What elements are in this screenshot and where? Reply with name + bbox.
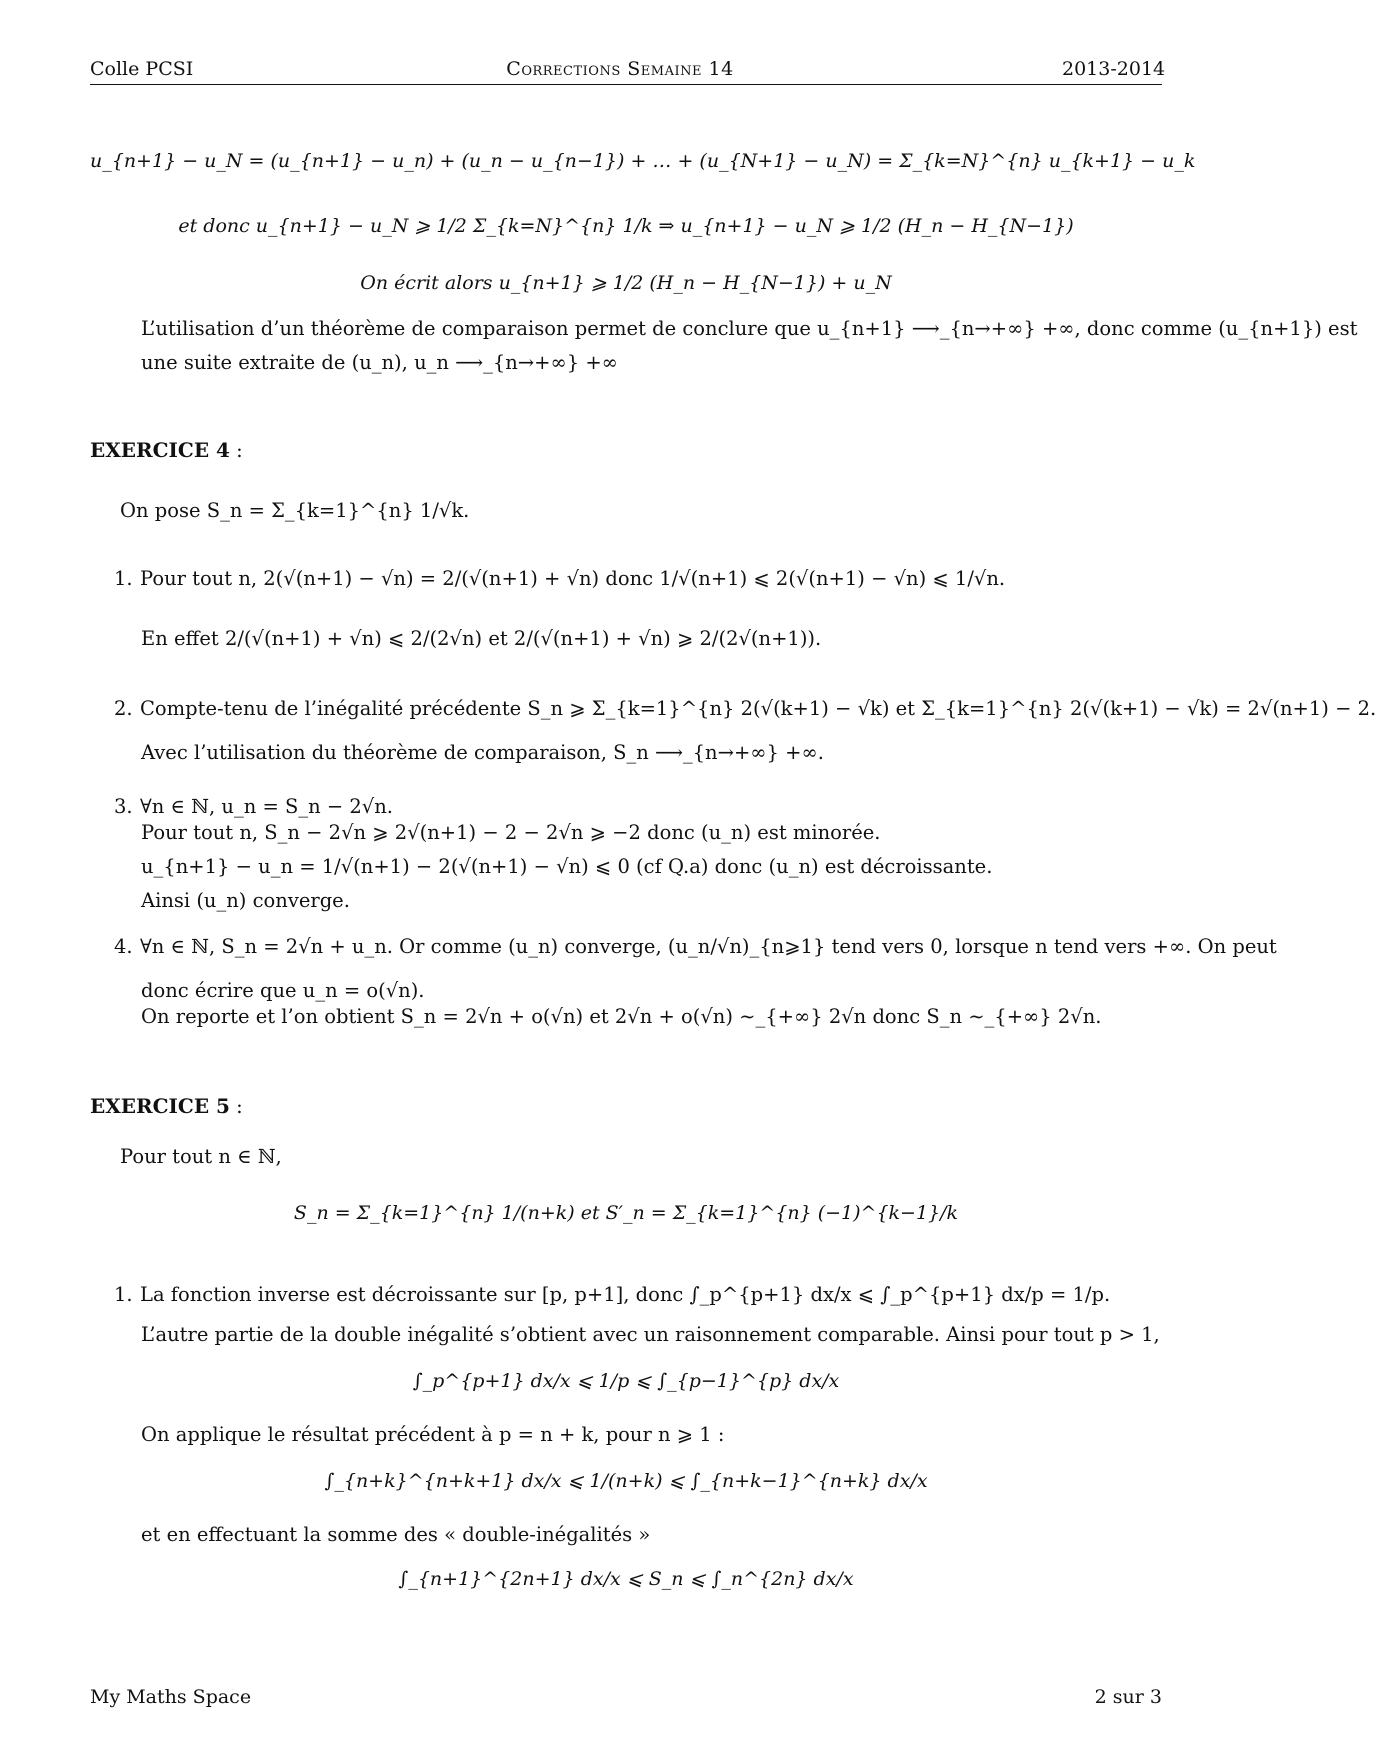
equation-conclusion: On écrit alors u_{n+1} ⩾ 1/2 (H_n − H_{N−1}) + u_N: [360, 272, 892, 294]
ex5-item-1-line-1: La fonction inverse est décroissante sur [p, p+1], donc ∫_p^{p+1} dx/x ⩽ ∫_p^{p+1} dx/p = 1/p.: [140, 1283, 1111, 1306]
header-left: Colle PCSI: [90, 58, 194, 80]
ex4-item-1-line-1: Pour tout n, 2(√(n+1) − √n) = 2/(√(n+1) + √n) donc 1/√(n+1) ⩽ 2(√(n+1) − √n) ⩽ 1/√n.: [140, 567, 1006, 590]
exercise-4-title: EXERCICE 4: [90, 438, 230, 462]
ex4-item-4-line-2: donc écrire que u_n = o(√n).: [141, 979, 425, 1002]
ex4-item-2-line-1: Compte-tenu de l’inégalité précédente S_n ⩾ Σ_{k=1}^{n} 2(√(k+1) − √k) et Σ_{k=1}^{n} 2(√(k+1) − √k) = 2√(n+1) − 2.: [140, 697, 1376, 720]
ex5-inequality-nk: ∫_{n+k}^{n+k+1} dx/x ⩽ 1/(n+k) ⩽ ∫_{n+k−1}^{n+k} dx/x: [324, 1470, 928, 1492]
header-right: 2013-2014: [1062, 58, 1166, 80]
ex5-item-1-line-4: et en effectuant la somme des « double-inégalités »: [141, 1523, 651, 1546]
ex4-item-1-number: 1.: [114, 567, 133, 590]
ex4-item-3-line-4: Ainsi (u_n) converge.: [141, 889, 350, 912]
exercise-5-heading: [90, 1090, 243, 1124]
ex5-item-1-number: 1.: [114, 1283, 133, 1306]
ex4-item-2-number: 2.: [114, 697, 133, 720]
ex4-item-4-number: 4.: [114, 935, 133, 958]
ex5-item-1: [114, 1278, 1110, 1312]
ex4-item-4-line-3: On reporte et l’on obtient S_n = 2√n + o(√n) et 2√n + o(√n) ∼_{+∞} 2√n donc S_n ∼_{+∞} 2√n.: [141, 1005, 1102, 1028]
ex4-item-2-line-2: Avec l’utilisation du théorème de comparaison, S_n ⟶_{n→+∞} +∞.: [141, 741, 824, 764]
exercise-5-colon: :: [229, 1095, 243, 1118]
equation-lower-bound: et donc u_{n+1} − u_N ⩾ 1/2 Σ_{k=N}^{n} 1/k ⇒ u_{n+1} − u_N ⩾ 1/2 (H_n − H_{N−1}): [178, 215, 1074, 237]
header-rule: [90, 84, 1162, 85]
exercise-5-intro: Pour tout n ∈ ℕ,: [120, 1145, 282, 1168]
ex4-item-4-line-1: ∀n ∈ ℕ, S_n = 2√n + u_n. Or comme (u_n) converge, (u_n/√n)_{n⩾1} tend vers 0, lorsque n tend vers +∞. On peut: [140, 935, 1277, 958]
ex5-inequality-sum: ∫_{n+1}^{2n+1} dx/x ⩽ S_n ⩽ ∫_n^{2n} dx/x: [398, 1568, 854, 1590]
exercise-5-title: EXERCICE 5: [90, 1094, 230, 1118]
exercise-4-intro: On pose S_n = Σ_{k=1}^{n} 1/√k.: [120, 499, 470, 522]
ex4-item-3-line-1: ∀n ∈ ℕ, u_n = S_n − 2√n.: [140, 795, 393, 818]
ex4-item-3-number: 3.: [114, 795, 133, 818]
paragraph-line-2: une suite extraite de (u_n), u_n ⟶_{n→+∞} +∞: [141, 351, 618, 374]
ex4-item-3-line-3: u_{n+1} − u_n = 1/√(n+1) − 2(√(n+1) − √n) ⩽ 0 (cf Q.a) donc (u_n) est décroissante.: [141, 855, 993, 878]
exercise-4-colon: :: [229, 439, 243, 462]
equation-telescoping: u_{n+1} − u_N = (u_{n+1} − u_n) + (u_n − u_{n−1}) + … + (u_{N+1} − u_N) = Σ_{k=N}^{n} u_{k+1} − u_k: [90, 150, 1196, 172]
ex5-inequality-p: ∫_p^{p+1} dx/x ⩽ 1/p ⩽ ∫_{p−1}^{p} dx/x: [412, 1370, 840, 1392]
ex4-item-2: [114, 692, 1376, 726]
exercise-4-heading: [90, 434, 243, 468]
ex5-item-1-line-2: L’autre partie de la double inégalité s’obtient avec un raisonnement comparable. Ainsi pour tout p > 1,: [141, 1323, 1160, 1346]
footer-page-number: 2 sur 3: [1094, 1686, 1162, 1708]
footer-left: My Maths Space: [90, 1686, 252, 1708]
ex4-item-4: [114, 930, 1277, 964]
ex4-item-1-line-2: En effet 2/(√(n+1) + √n) ⩽ 2/(2√n) et 2/(√(n+1) + √n) ⩾ 2/(2√(n+1)).: [141, 627, 822, 650]
ex5-item-1-line-3: On applique le résultat précédent à p = n + k, pour n ⩾ 1 :: [141, 1423, 725, 1446]
exercise-5-definition: S_n = Σ_{k=1}^{n} 1/(n+k) et S′_n = Σ_{k=1}^{n} (−1)^{k−1}/k: [293, 1202, 959, 1224]
header-title: Corrections Semaine 14: [506, 58, 734, 80]
ex4-item-1: [114, 562, 1005, 596]
paragraph-line-1: L’utilisation d’un théorème de comparaison permet de conclure que u_{n+1} ⟶_{n→+∞} +∞, donc comme (u_{n+1}) est: [141, 317, 1358, 340]
ex4-item-3-line-2: Pour tout n, S_n − 2√n ⩾ 2√(n+1) − 2 − 2√n ⩾ −2 donc (u_n) est minorée.: [141, 821, 881, 844]
